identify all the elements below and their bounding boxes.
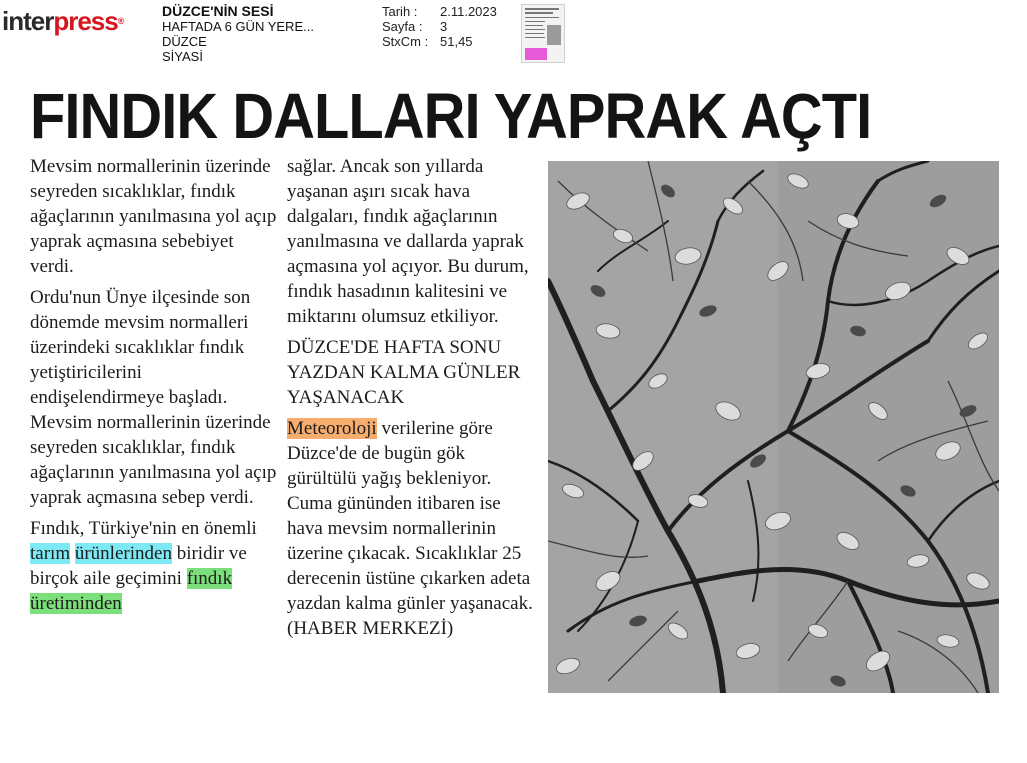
logo-text-main: inter <box>2 6 54 36</box>
size-value: 51,45 <box>440 34 473 49</box>
category: SİYASİ <box>162 49 203 64</box>
date-label: Tarih : <box>382 4 418 19</box>
page-highlight-marker <box>525 48 547 60</box>
article-headline: FINDIK DALLARI YAPRAK AÇTI <box>30 80 872 152</box>
page-thumbnail[interactable] <box>521 4 565 63</box>
publication-frequency: HAFTADA 6 GÜN YERE... <box>162 19 314 34</box>
paragraph: sağlar. Ancak son yıllarda yaşanan aşırı sıcak hava dalgaları, fındık ağaçlarının yanılmasına ve dallarda yaprak açmasına yol açıyor. Bu durum, fındık hasadının kalitesini ve miktarını olumsuz etkiliyor. <box>287 156 529 327</box>
paragraph: Mevsim normallerinin üzerinde seyreden sıcaklıklar, fındık ağaçlarının yanılmasına yol açıp yaprak açmasına sebebiyet verdi. <box>30 156 277 277</box>
paragraph: Meteoroloji verilerine göre Düzce'de de bugün gök gürültülü yağış bekleniyor. Cuma gününden itibaren ise hava mevsim normallerinin üzerine çıkacak. Sıcaklıklar 25 derecenin üstüne çıkarken adeta yazdan kalma günler yaşanacak. (HABER MERKEZİ) <box>287 418 533 639</box>
article-column-2 <box>287 154 537 647</box>
logo-text-accent: press <box>53 6 118 36</box>
interpress-logo <box>2 6 123 36</box>
city: DÜZCE <box>162 34 207 49</box>
keyword-highlight: ürünlerinden <box>74 543 172 564</box>
keyword-highlight: fındık <box>186 568 233 589</box>
clipping-info <box>382 4 497 49</box>
keyword-highlight: tarım <box>30 543 71 564</box>
page-label: Sayfa : <box>382 19 423 34</box>
keyword-highlight: Meteoroloji <box>287 418 377 439</box>
registered-mark: ® <box>117 16 124 26</box>
hazelnut-branches-photo <box>548 161 999 693</box>
article-column-1 <box>30 154 280 622</box>
paragraph: Ordu'nun Ünye ilçesinde son dönemde mevsim normalleri üzerindeki sıcaklıklar fındık yetiştiricilerini endişelendirmeye başladı. Mevsim normallerinin üzerinde seyreden sıcaklıklar, fındık ağaçlarının yanılmasına yol açıp yaprak açmasına sebep verdi. <box>30 287 277 508</box>
paragraph: Fındık, Türkiye'nin en önemli tarım ürünlerinden biridir ve birçok aile geçimini fındık üretiminden <box>30 518 257 614</box>
date-value: 2.11.2023 <box>440 4 497 19</box>
subheading: DÜZCE'DE HAFTA SONU YAZDAN KALMA GÜNLER YAŞANACAK <box>287 337 521 408</box>
keyword-highlight: üretiminden <box>30 593 122 614</box>
clipping-meta <box>162 4 314 64</box>
newspaper-name: DÜZCE'NİN SESİ <box>162 3 274 19</box>
size-label: StxCm : <box>382 34 429 49</box>
page-value: 3 <box>440 19 448 34</box>
